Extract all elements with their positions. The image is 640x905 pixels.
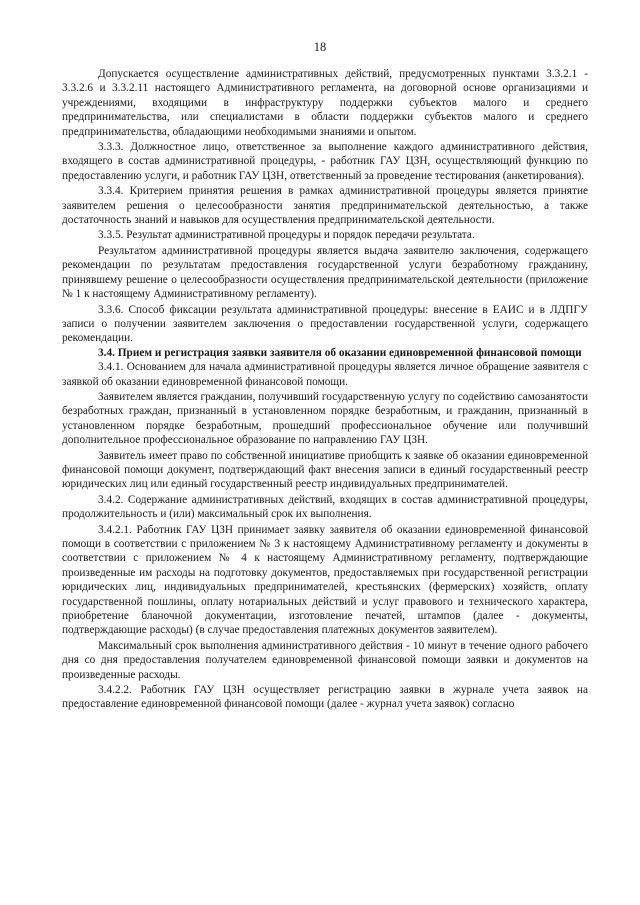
paragraph-applicant: Заявителем является гражданин, получивший государственную услугу по содействию самозанятости безработных граждан, признанный в установленном порядке безработным, и гражданин, признанный в установленном порядке безработным, прошедший профессиональное обучение или получивший дополнительное профессиональное образование по направлению ГАУ ЦЗН. (62, 390, 588, 447)
paragraph-3-3-5: 3.3.5. Результат административной процедуры и порядок передачи результата. (98, 229, 475, 242)
paragraph-3-4-1: 3.4.1. Основанием для начала административной процедуры является личное обращение заявителя с заявкой об оказании единовременной финансовой помощи. (62, 361, 588, 388)
paragraph-3-4-2: 3.4.2. Содержание административных действий, входящих в состав административной процедуры, продолжительность и (или) максимальный срок их выполнения. (62, 493, 588, 521)
paragraph-3-4-2-1: 3.4.2.1. Работник ГАУ ЦЗН принимает заявку заявителя об оказании единовременной финансовой помощи в соответствии с приложением № 3 к настоящему Административному регламенту и документы в соответствии с приложением № 4 к настоящему Административному регламенту, подтверждающие произведенные им расходы на подготовку документов, предоставляемых при государственной регистрации юридических лиц, индивидуальных предпринимателей, крестьянских (фермерских) хозяйств, оплату государственной пошлины, оплату нотариальных действий и услуг правового и технического характера, приобретение бланочной документации, изготовление печатей, штампов (далее - документы, подтверждающие расходы) (в случае предоставления платежных документов заявителем). (62, 523, 588, 637)
document-body (62, 67, 588, 712)
page-number: 18 (313, 40, 327, 54)
paragraph-3-3-3: 3.3.3. Должностное лицо, ответственное за выполнение каждого административного действия, входящего в состав административной процедуры, - работник ГАУ ЦЗН, осуществляющий функцию по предоставлению услуги, и работник ГАУ ЦЗН, ответственный за проведение тестирования (анкетирования). (62, 141, 588, 182)
paragraph-3-3-6: 3.3.6. Способ фиксации результата административной процедуры: внесение в ЕАИС и в ЛДПГУ записи о получении заявителем заключения о предоставлении государственной услуги, содержащего рекомендации. (62, 303, 588, 345)
paragraph-max-time: Максимальный срок выполнения административного действия - 10 минут в течение одного рабочего дня со дня предоставления получателем единовременной финансовой помощи заявки и документов на произведенные расходы. (62, 639, 588, 681)
paragraph-3-3-4: 3.3.4. Критерием принятия решения в рамках административной процедуры является принятие заявителем решения о целесообразности занятия предпринимательской деятельностью, а также достаточность знаний и навыков для осуществления предпринимательской деятельности. (62, 185, 588, 227)
paragraph-result: Результатом административной процедуры является выдача заявителю заключения, содержащего рекомендации по результатам предоставления государственной услуги безработному гражданину, принявшему решение о целесообразности осуществления предпринимательской деятельности (приложение № 1 к настоящему Административному регламенту). (62, 244, 588, 301)
section-title-3-4: 3.4. Прием и регистрация заявки заявителя об оказании единовременной финансовой помощи (98, 346, 582, 359)
paragraph-applicant-right: Заявитель имеет право по собственной инициативе приобщить к заявке об оказании единовременной финансовой помощи документ, подтверждающий факт внесения записи в единый государственный реестр юридических лиц или единый государственный реестр индивидуальных предпринимателей. (62, 449, 588, 491)
paragraph-admin-actions-contract: Допускается осуществление административных действий, предусмотренных пунктами 3.3.2.1 - 3.3.2.6 и 3.3.2.11 настоящего Административного регламента, на договорной основе организациями и учреждениями, входящими в инфраструктуру поддержки субъектов малого и среднего предпринимательства, или специалистами в области поддержки субъектов малого и среднего предпринимательства, обладающими необходимыми знаниями и опытом. (62, 68, 588, 138)
paragraph-3-4-2-2: 3.4.2.2. Работник ГАУ ЦЗН осуществляет регистрацию заявки в журнале учета заявок на предоставление единовременной финансовой помощи (далее - журнал учета заявок) согласно (62, 684, 588, 711)
